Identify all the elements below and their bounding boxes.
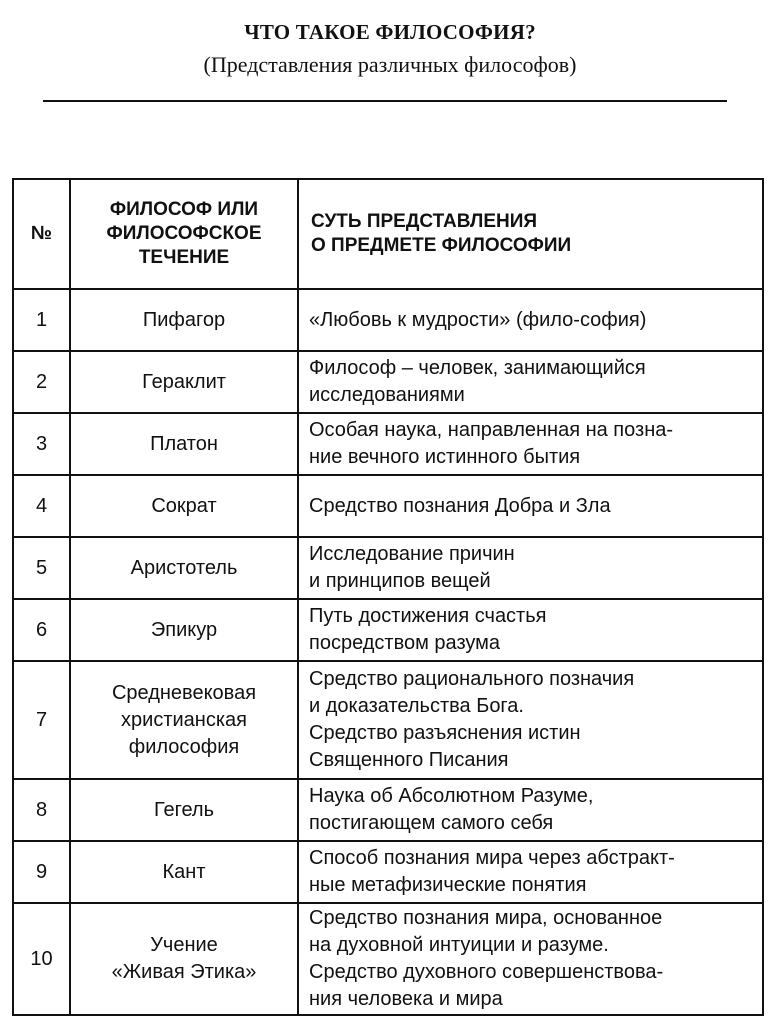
description-line: исследованиями [309,384,465,406]
row-description [298,661,763,779]
row-description [298,289,763,351]
description-line: «Любовь к мудрости» (фило-софия) [309,308,647,331]
header-philosopher [70,179,298,289]
description-line: Священного Писания [309,749,509,771]
row-number: 10 [13,903,70,1015]
description-line: Особая наука, направленная на позна- [309,419,674,441]
table-row [13,351,763,413]
description-line: на духовной интуиции и разуме. [309,934,609,956]
page-subtitle: (Представления различных философов) [203,52,577,77]
table-header-row [13,179,763,289]
philosopher-line: «Живая Этика» [111,961,257,983]
row-number: 4 [13,475,70,537]
philosophy-table [12,178,764,1016]
description-line: Способ познания мира через абстракт- [309,847,675,869]
philosopher-line: Гегель [153,798,215,821]
description-line: ные метафизические понятия [309,874,587,896]
philosopher-line: философия [128,735,240,758]
header-philosopher-line: ТЕЧЕНИЕ [138,247,230,268]
description-line: и доказательства Бога. [309,695,524,717]
row-description [298,841,763,903]
philosopher-line: Гераклит [142,370,226,393]
description-line: Исследование причин [309,543,515,565]
philosopher-line: Платон [150,432,218,455]
row-number: 5 [13,537,70,599]
row-number: 3 [13,413,70,475]
row-description [298,413,763,475]
header-essence-line: О ПРЕДМЕТЕ ФИЛОСОФИИ [311,235,572,256]
row-philosopher [70,903,298,1015]
philosopher-line: Эпикур [150,618,218,641]
row-number: 7 [13,661,70,779]
description-line: Путь достижения счастья [309,605,547,627]
table-row [13,537,763,599]
description-line: посредством разума [309,632,501,654]
table-row [13,841,763,903]
header-philosopher-line: ФИЛОСОФ ИЛИ [109,199,259,220]
row-philosopher [70,779,298,841]
description-line: Средство познания мира, основанное [309,907,663,929]
description-line: Философ – человек, занимающийся [309,357,646,379]
description-line: Средство познания Добра и Зла [309,494,611,517]
description-line: Средство рационального позначия [309,668,635,690]
table-row [13,903,763,1015]
row-number: 2 [13,351,70,413]
header-essence [298,179,763,289]
row-description [298,599,763,661]
philosopher-line: Сократ [151,494,217,517]
page-title: ЧТО ТАКОЕ ФИЛОСОФИЯ? [244,20,536,44]
table-row [13,289,763,351]
row-philosopher [70,599,298,661]
row-description [298,537,763,599]
table-row [13,413,763,475]
description-line: ние вечного истинного бытия [309,446,581,468]
row-description [298,903,763,1015]
header-essence-line: СУТЬ ПРЕДСТАВЛЕНИЯ [311,211,538,232]
description-line: Средство разъяснения истин [309,722,581,744]
description-line: ния человека и мира [309,988,503,1010]
row-philosopher [70,413,298,475]
table-row [13,475,763,537]
description-line: постигающем самого себя [309,812,554,834]
description-line: Средство духовного совершенствова- [309,961,664,983]
philosopher-line: Учение [150,934,218,956]
row-philosopher [70,841,298,903]
row-philosopher [70,661,298,779]
row-description [298,779,763,841]
philosopher-line: Средневековая [111,681,257,704]
philosopher-line: Кант [162,860,206,883]
row-number: 9 [13,841,70,903]
header-number: № [13,179,70,289]
philosopher-line: христианская [121,708,247,731]
row-number: 1 [13,289,70,351]
row-philosopher [70,475,298,537]
table-row [13,599,763,661]
table-row [13,661,763,779]
philosopher-line: Аристотель [130,556,238,579]
row-description [298,475,763,537]
row-philosopher [70,289,298,351]
description-line: Наука об Абсолютном Разуме, [309,785,594,807]
table-row [13,779,763,841]
row-number: 6 [13,599,70,661]
row-number: 8 [13,779,70,841]
row-philosopher [70,537,298,599]
title-divider [43,100,727,102]
description-line: и принципов вещей [309,570,491,592]
row-description [298,351,763,413]
philosopher-line: Пифагор [142,308,226,331]
header-philosopher-line: ФИЛОСОФСКОЕ [106,223,262,244]
row-philosopher [70,351,298,413]
